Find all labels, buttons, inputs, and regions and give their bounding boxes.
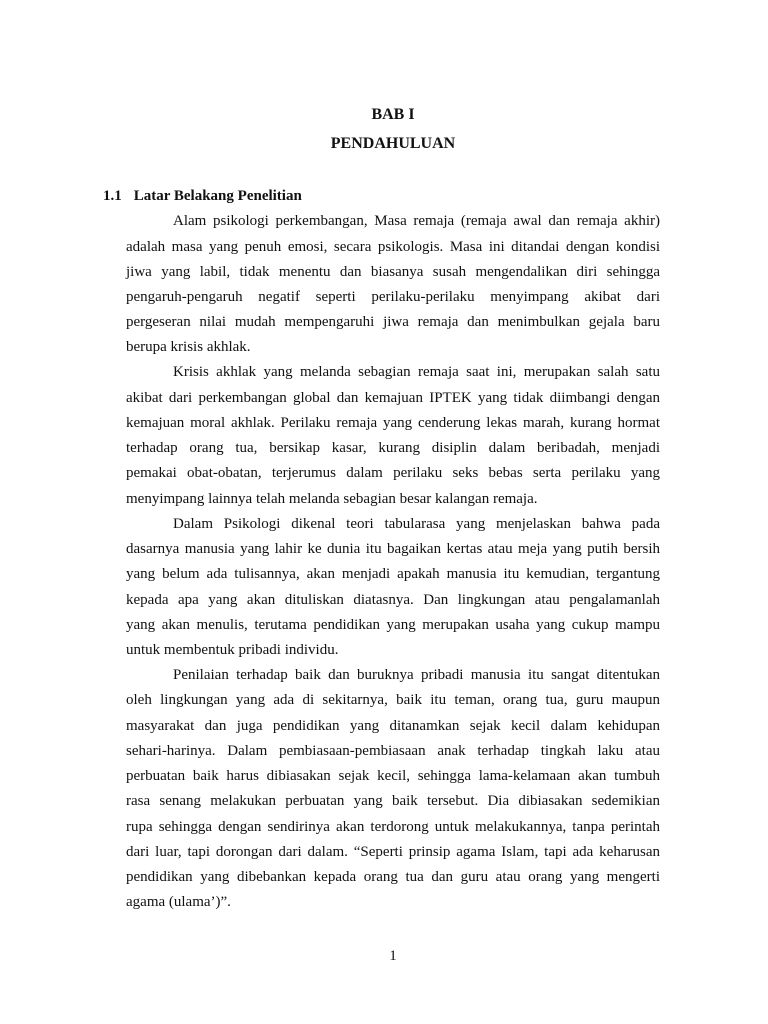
- page-number: 1: [389, 948, 397, 964]
- paragraph-line: rupa sehingga dengan sendirinya akan terdorong untuk melakukannya, tanpa perintah: [126, 819, 660, 835]
- paragraph-line: dasarnya manusia yang lahir ke dunia itu bagaikan kertas atau meja yang putih bersih: [126, 541, 660, 557]
- section-number: 1.1: [103, 188, 122, 204]
- chapter-title: PENDAHULUAN: [330, 135, 456, 152]
- paragraph-line: kepada apa yang akan dituliskan diatasnya. Dan lingkungan atau pengalamanlah: [126, 592, 660, 608]
- paragraph-line: Dalam Psikologi dikenal teori tabularasa yang menjelaskan bahwa pada: [173, 516, 660, 532]
- paragraph-line: kemajuan moral akhlak. Perilaku remaja yang cenderung lekas marah, kurang hormat: [126, 415, 660, 431]
- paragraph-line: terhadap orang tua, bersikap kasar, kurang disiplin dalam beribadah, menjadi: [126, 440, 660, 456]
- paragraph-line: jiwa yang labil, tidak menentu dan biasanya susah mengendalikan diri sehingga: [126, 264, 660, 280]
- section-heading: [103, 186, 302, 206]
- paragraph-line: yang akan menulis, terutama pendidikan yang merupakan usaha yang cukup mampu: [126, 617, 660, 633]
- paragraph-line: Alam psikologi perkembangan, Masa remaja (remaja awal dan remaja akhir): [173, 213, 660, 229]
- paragraph-line: dari luar, tapi dorongan dari dalam. “Seperti prinsip agama Islam, tapi ada keharusan: [126, 844, 660, 860]
- paragraph-line: akibat dari perkembangan global dan kemajuan IPTEK yang tidak diimbangi dengan: [126, 390, 660, 406]
- paragraph-line: oleh lingkungan yang ada di sekitarnya, baik itu teman, orang tua, guru maupun: [126, 692, 660, 708]
- paragraph-line: pergeseran nilai mudah mempengaruhi jiwa remaja dan menimbulkan gejala baru: [126, 314, 660, 330]
- paragraph-line: rasa senang melakukan perbuatan yang baik tersebut. Dia dibiasakan sedemikian: [126, 793, 660, 809]
- paragraph-line: pendidikan yang dibebankan kepada orang tua dan guru atau orang yang mengerti: [126, 869, 660, 885]
- paragraph-line: yang belum ada tulisannya, akan menjadi apakah manusia itu kemudian, tergantung: [126, 566, 660, 582]
- section-title: Latar Belakang Penelitian: [133, 188, 302, 204]
- paragraph-line: untuk membentuk pribadi individu.: [126, 642, 339, 658]
- paragraph-line: adalah masa yang penuh emosi, secara psikologis. Masa ini ditandai dengan kondisi: [126, 239, 660, 255]
- chapter-heading: BAB I: [371, 106, 415, 123]
- paragraph-line: menyimpang lainnya telah melanda sebagian besar kalangan remaja.: [126, 491, 538, 507]
- paragraph-line: pemakai obat-obatan, terjerumus dalam perilaku seks bebas serta perilaku yang: [126, 465, 660, 481]
- paragraph-line: pengaruh-pengaruh negatif seperti perilaku-perilaku menyimpang akibat dari: [126, 289, 660, 305]
- paragraph-line: Krisis akhlak yang melanda sebagian remaja saat ini, merupakan salah satu: [173, 364, 660, 380]
- paragraph-line: sehari-harinya. Dalam pembiasaan-pembiasaan anak terhadap tingkah laku atau: [126, 743, 660, 759]
- paragraph-line: perbuatan baik harus dibiasakan sejak kecil, sehingga lama-kelamaan akan tumbuh: [126, 768, 660, 784]
- paragraph-line: agama (ulama’)”.: [126, 894, 231, 910]
- paragraph-line: masyarakat dan juga pendidikan yang ditanamkan sejak kecil dalam kehidupan: [126, 718, 660, 734]
- paragraph-line: Penilaian terhadap baik dan buruknya pribadi manusia itu sangat ditentukan: [173, 667, 660, 683]
- paragraph-line: berupa krisis akhlak.: [126, 339, 251, 355]
